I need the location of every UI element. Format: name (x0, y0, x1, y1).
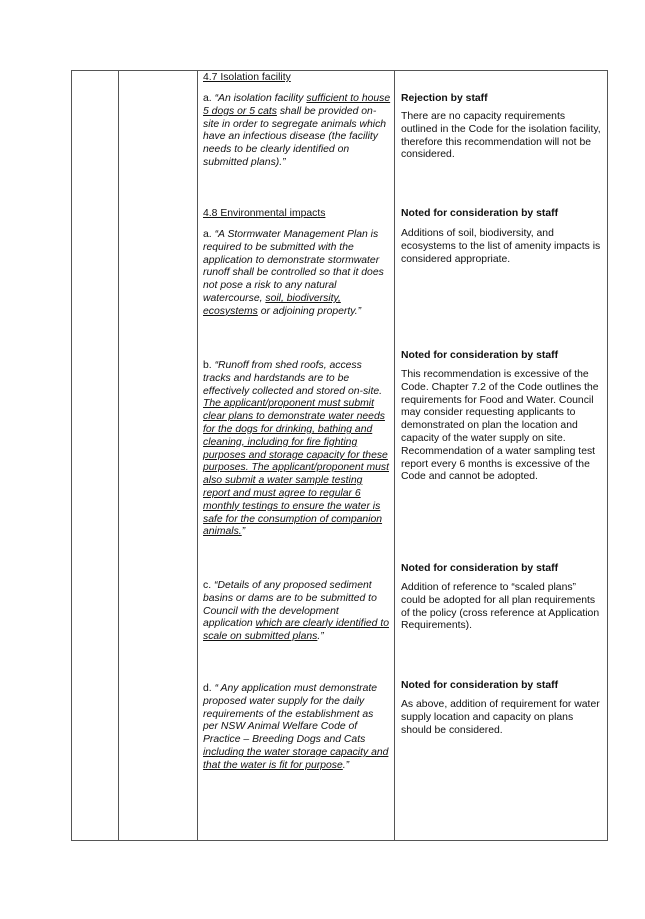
column-divider (197, 70, 198, 841)
response-text: There are no capacity requirements outlined in the Code for the isolation facility, therefore this recommendation will not be considered. (401, 111, 601, 161)
response-title: Noted for consideration by staff (401, 350, 559, 361)
recommendation-text: d. “ Any application must demonstrate proposed water supply for the daily requirements of the establishment as per NSW Animal Welfare Code of Practice – Breeding Dogs and Cats including the water storage capacity and that the water is fit for purpose.” (203, 683, 389, 771)
response-text: Addition of reference to “scaled plans” could be adopted for all plan requirements of the policy (cross reference at Application Requirements). (401, 582, 600, 632)
response-text: As above, addition of requirement for water supply location and capacity on plans should be considered. (401, 699, 600, 736)
response-title: Noted for consideration by staff (401, 563, 559, 574)
response-text: Additions of soil, biodiversity, and ecosystems to the list of amenity impacts is considered appropriate. (401, 228, 601, 265)
column-divider (394, 70, 395, 841)
recommendation-text: b. “Runoff from shed roofs, access tracks and hardstands are to be effectively collected and stored on-site. The applicant/proponent must submit clear plans to demonstrate water needs for the dogs for drinking, bathing and cleaning, including for fire fighting purposes and storage capacity for these purposes. The applicant/proponent must also submit a water sample testing report and must agree to regular 6 monthly testings to ensure the water is safe for the consumption of companion animals.” (203, 360, 389, 538)
recommendation-text: c. “Details of any proposed sediment basins or dams are to be submitted to Council with the development application which are clearly identified to scale on submitted plans.” (203, 580, 389, 643)
column-divider (118, 70, 119, 841)
section-heading: 4.7 Isolation facility (203, 72, 291, 83)
response-title: Rejection by staff (401, 93, 488, 104)
section-heading: 4.8 Environmental impacts (203, 208, 326, 219)
recommendation-text: a. “An isolation facility sufficient to house 5 dogs or 5 cats shall be provided on-site in order to segregate animals which have an infectious disease (the facility needs to be clearly identified on submitted plans).” (203, 93, 391, 168)
response-text: This recommendation is excessive of the Code. Chapter 7.2 of the Code outlines the requirements for Food and Water. Council may consider requesting applicants to demonstrated on plan the location and capacity of the water supply on site. Recommendation of a water sampling test report every 6 months is excessive of the Code and cannot be adopted. (401, 369, 599, 483)
response-title: Noted for consideration by staff (401, 208, 559, 219)
response-title: Noted for consideration by staff (401, 680, 559, 691)
recommendation-text: a. “A Stormwater Management Plan is required to be submitted with the application to demonstrate stormwater runoff shall be controlled so that it does not pose a risk to any natural watercourse, soil, biodiversity, ecosystems or adjoining property.” (203, 229, 384, 317)
